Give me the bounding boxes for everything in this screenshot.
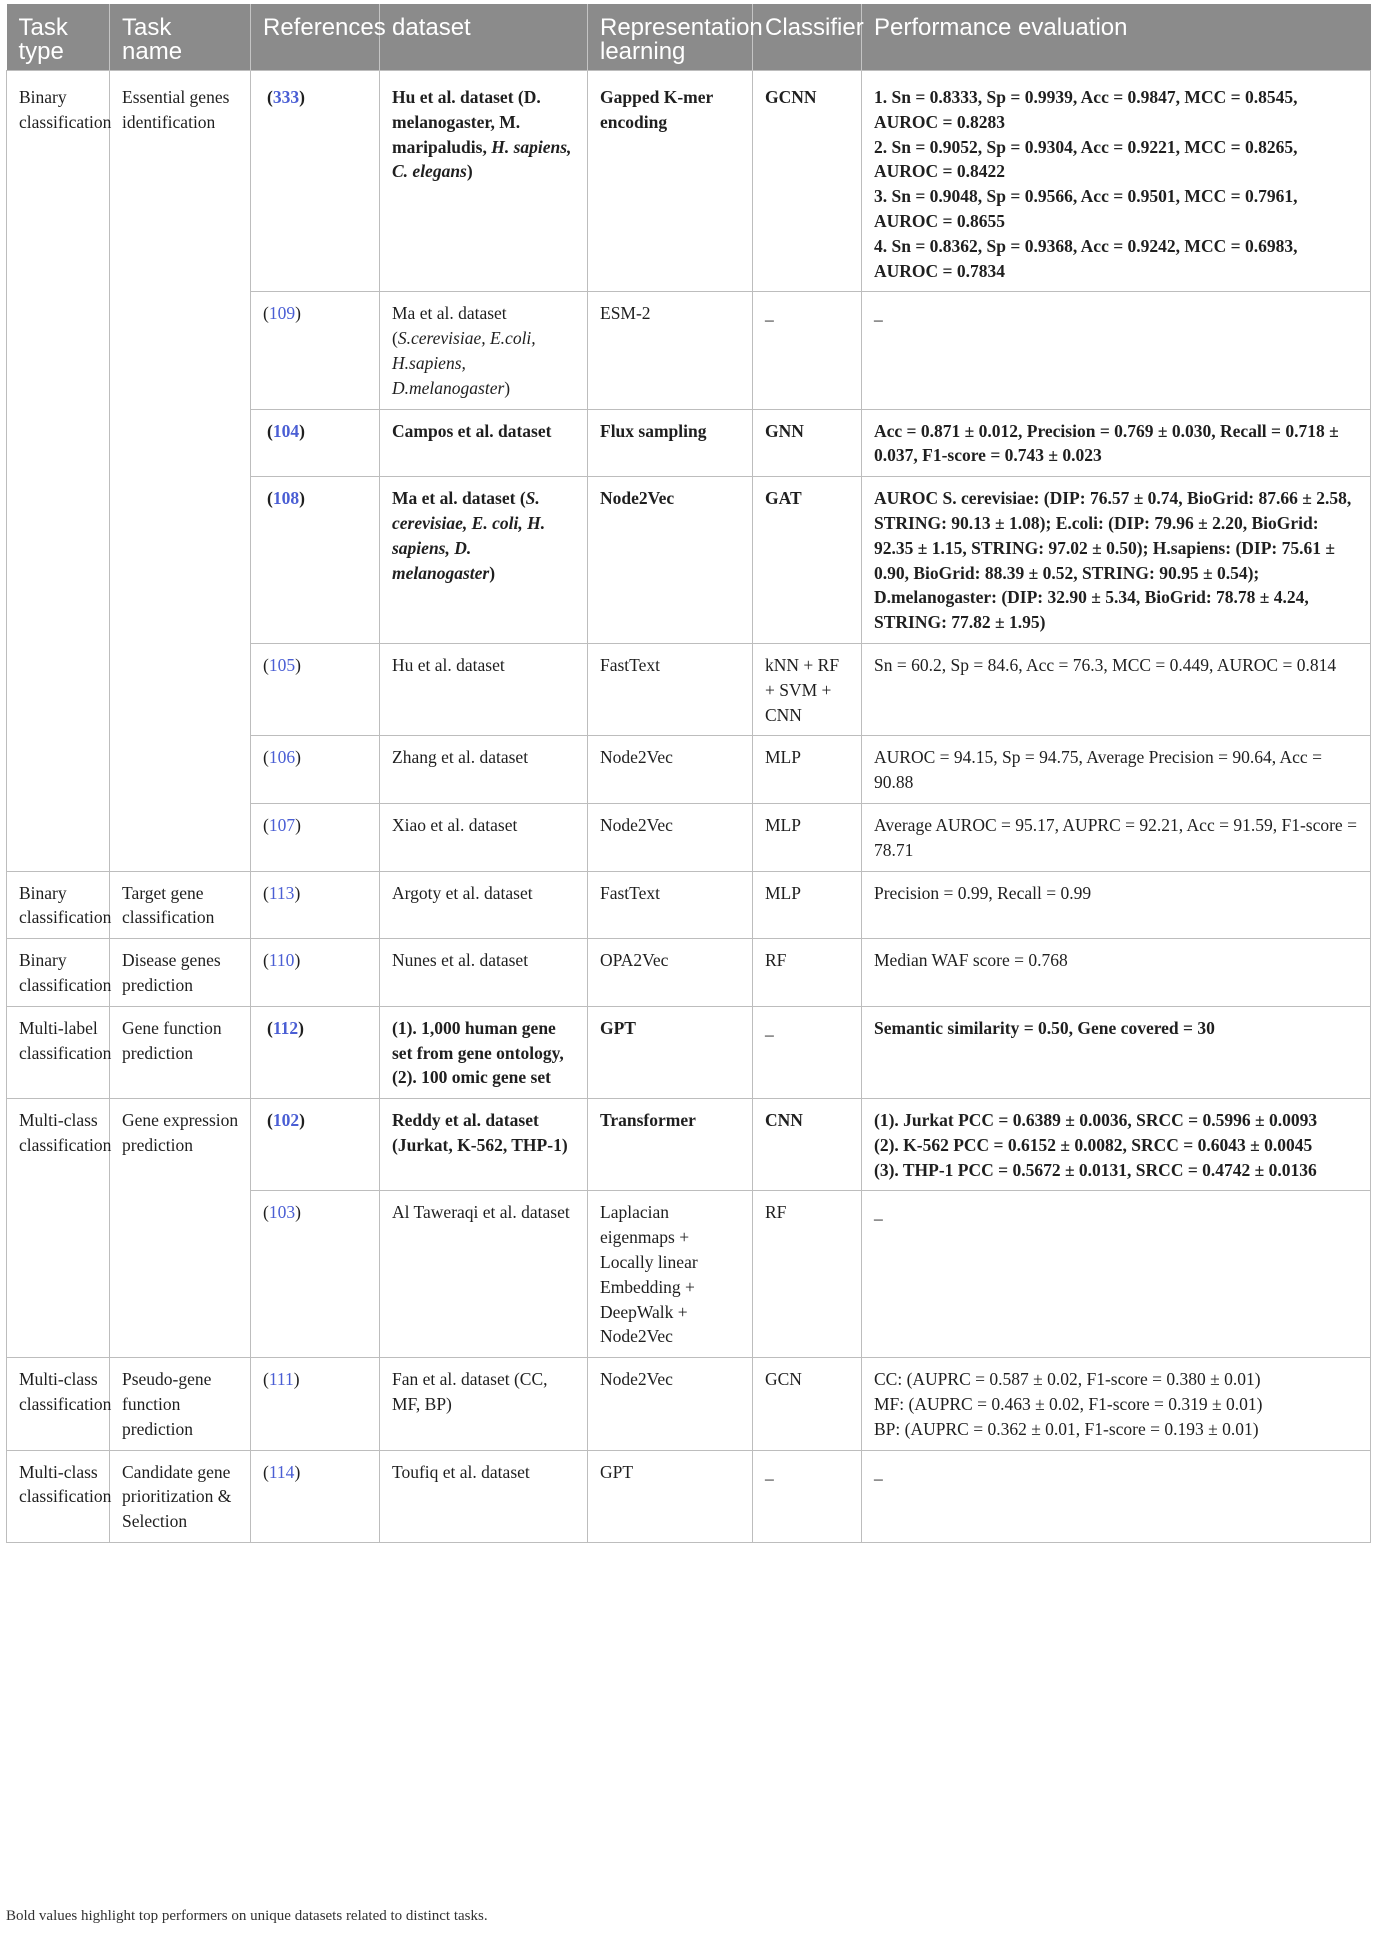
performance-cell: (1). Jurkat PCC = 0.6389 ± 0.0036, SRCC = 0.5996 ± 0.0093 (2). K-562 PCC = 0.6152 ± 0.0082, SRCC = 0.6043 ± 0.0045 (3). THP-1 PCC = 0.5672 ± 0.0131, SRCC = 0.4742 ± 0.0136	[862, 1099, 1371, 1191]
reference-cell: (112)	[251, 1006, 380, 1098]
dataset-cell: (1). 1,000 human gene set from gene ontology, (2). 100 omic gene set	[380, 1006, 588, 1098]
performance-cell: AUROC S. cerevisiae: (DIP: 76.57 ± 0.74, BioGrid: 87.66 ± 2.58, STRING: 90.13 ± 1.08); E.coli: (DIP: 79.96 ± 2.20, BioGrid: 92.35 ± 1.15, STRING: 97.02 ± 0.50); H.sapiens: (DIP: 75.61 ± 0.90, BioGrid: 88.39 ± 0.52, STRING: 90.95 ± 0.54); D.melanogaster: (DIP: 32.90 ± 5.34, BioGrid: 78.78 ± 4.24, STRING: 77.82 ± 1.95)	[862, 477, 1371, 644]
classifier-cell: CNN	[753, 1099, 862, 1191]
reference-link[interactable]: 104	[272, 420, 300, 441]
reference-link[interactable]: 113	[268, 882, 295, 903]
reference-cell: (107)	[251, 803, 380, 871]
classifier-cell: _	[753, 1450, 862, 1542]
reference-link[interactable]: 109	[268, 303, 296, 324]
performance-cell: AUROC = 94.15, Sp = 94.75, Average Precision = 90.64, Acc = 90.88	[862, 736, 1371, 804]
classifier-cell: RF	[753, 939, 862, 1007]
performance-cell: Sn = 60.2, Sp = 84.6, Acc = 76.3, MCC = 0.449, AUROC = 0.814	[862, 643, 1371, 735]
representation-cell: FastText	[588, 643, 753, 735]
dataset-cell: Nunes et al. dataset	[380, 939, 588, 1007]
classifier-cell: kNN + RF + SVM + CNN	[753, 643, 862, 735]
reference-cell: (111)	[251, 1358, 380, 1450]
dataset-cell: Al Taweraqi et al. dataset	[380, 1191, 588, 1358]
reference-cell: (113)	[251, 871, 380, 939]
representation-cell: Node2Vec	[588, 1358, 753, 1450]
header-row	[7, 4, 1371, 71]
representation-cell: Flux sampling	[588, 409, 753, 477]
table-row	[7, 1099, 1371, 1191]
header-performance-evaluation: Performance evaluation	[862, 4, 1371, 71]
performance-cell: Precision = 0.99, Recall = 0.99	[862, 871, 1371, 939]
performance-cell: Average AUROC = 95.17, AUPRC = 92.21, Acc = 91.59, F1-score = 78.71	[862, 803, 1371, 871]
reference-cell: (114)	[251, 1450, 380, 1542]
table-row	[7, 939, 1371, 1007]
performance-cell: 1. Sn = 0.8333, Sp = 0.9939, Acc = 0.9847, MCC = 0.8545, AUROC = 0.8283 2. Sn = 0.9052, Sp = 0.9304, Acc = 0.9221, MCC = 0.8265, AUROC = 0.8422 3. Sn = 0.9048, Sp = 0.9566, Acc = 0.9501, MCC = 0.7961, AUROC = 0.8655 4. Sn = 0.8362, Sp = 0.9368, Acc = 0.9242, MCC = 0.6983, AUROC = 0.7834	[862, 71, 1371, 292]
task-name-cell: Candidate gene prioritization & Selection	[110, 1450, 251, 1542]
header-dataset: dataset	[380, 4, 588, 71]
task-name-cell: Pseudo-gene function prediction	[110, 1358, 251, 1450]
reference-link[interactable]: 114	[268, 1461, 295, 1482]
reference-link[interactable]: 108	[272, 488, 300, 509]
representation-cell: Transformer	[588, 1099, 753, 1191]
dataset-cell: Zhang et al. dataset	[380, 736, 588, 804]
reference-link[interactable]: 103	[268, 1202, 296, 1223]
classifier-cell: _	[753, 1006, 862, 1098]
performance-cell: Semantic similarity = 0.50, Gene covered = 30	[862, 1006, 1371, 1098]
dataset-cell: Fan et al. dataset (CC, MF, BP)	[380, 1358, 588, 1450]
classifier-cell: MLP	[753, 736, 862, 804]
table-row	[7, 871, 1371, 939]
reference-link[interactable]: 102	[272, 1110, 300, 1131]
representation-cell: ESM-2	[588, 292, 753, 409]
reference-cell: (110)	[251, 939, 380, 1007]
representation-cell: Gapped K-mer encoding	[588, 71, 753, 292]
table-row	[7, 1006, 1371, 1098]
representation-cell: Laplacian eigenmaps + Locally linear Embedding + DeepWalk + Node2Vec	[588, 1191, 753, 1358]
classifier-cell: MLP	[753, 803, 862, 871]
classifier-cell: GCN	[753, 1358, 862, 1450]
representation-cell: GPT	[588, 1450, 753, 1542]
reference-cell: (104)	[251, 409, 380, 477]
dataset-cell: Ma et al. dataset (S.cerevisiae, E.coli, H.sapiens, D.melanogaster)	[380, 292, 588, 409]
reference-cell: (109)	[251, 292, 380, 409]
task-type-cell: Multi-class classification	[7, 1358, 110, 1450]
header-references: References	[251, 4, 380, 71]
results-table	[6, 4, 1371, 1543]
representation-cell: Node2Vec	[588, 736, 753, 804]
dataset-cell: Hu et al. dataset (D. melanogaster, M. maripaludis, H. sapiens, C. elegans)	[380, 71, 588, 292]
dataset-cell: Xiao et al. dataset	[380, 803, 588, 871]
classifier-cell: GCNN	[753, 71, 862, 292]
representation-cell: Node2Vec	[588, 803, 753, 871]
header-representation-learning: Representation learning	[588, 4, 753, 71]
classifier-cell: _	[753, 292, 862, 409]
task-name-cell: Disease genes prediction	[110, 939, 251, 1007]
task-name-cell: Essential genes identification	[110, 71, 251, 872]
performance-cell: Acc = 0.871 ± 0.012, Precision = 0.769 ± 0.030, Recall = 0.718 ± 0.037, F1-score = 0.743 ± 0.023	[862, 409, 1371, 477]
dataset-cell: Reddy et al. dataset (Jurkat, K-562, THP-1)	[380, 1099, 588, 1191]
dataset-cell: Ma et al. dataset (S. cerevisiae, E. coli, H. sapiens, D. melanogaster)	[380, 477, 588, 644]
table-row	[7, 71, 1371, 292]
header-classifier: Classifier	[753, 4, 862, 71]
dataset-cell: Campos et al. dataset	[380, 409, 588, 477]
reference-link[interactable]: 105	[268, 654, 296, 675]
task-type-cell: Multi-label classification	[7, 1006, 110, 1098]
reference-cell: (105)	[251, 643, 380, 735]
task-type-cell: Binary classification	[7, 71, 110, 872]
representation-cell: GPT	[588, 1006, 753, 1098]
dataset-cell: Hu et al. dataset	[380, 643, 588, 735]
classifier-cell: GAT	[753, 477, 862, 644]
header-task-name: Task name	[110, 4, 251, 71]
classifier-cell: GNN	[753, 409, 862, 477]
performance-cell: _	[862, 1191, 1371, 1358]
representation-cell: Node2Vec	[588, 477, 753, 644]
table-row	[7, 1450, 1371, 1542]
reference-cell: (103)	[251, 1191, 380, 1358]
reference-cell: (333)	[251, 71, 380, 292]
reference-cell: (108)	[251, 477, 380, 644]
reference-link[interactable]: 333	[272, 87, 300, 107]
task-name-cell: Gene function prediction	[110, 1006, 251, 1098]
representation-cell: FastText	[588, 871, 753, 939]
task-name-cell: Gene expression prediction	[110, 1099, 251, 1358]
reference-link[interactable]: 112	[272, 1017, 299, 1038]
task-type-cell: Multi-class classification	[7, 1450, 110, 1542]
classifier-cell: MLP	[753, 871, 862, 939]
reference-link[interactable]: 106	[268, 747, 296, 768]
reference-link[interactable]: 110	[268, 950, 295, 971]
representation-cell: OPA2Vec	[588, 939, 753, 1007]
table-row	[7, 1358, 1371, 1450]
reference-cell: (102)	[251, 1099, 380, 1191]
header-task-type: Task type	[7, 4, 110, 71]
table-container	[6, 4, 1370, 1543]
performance-cell: Median WAF score = 0.768	[862, 939, 1371, 1007]
reference-link[interactable]: 111	[268, 1369, 294, 1390]
task-type-cell: Binary classification	[7, 871, 110, 939]
task-type-cell: Binary classification	[7, 939, 110, 1007]
performance-cell: _	[862, 292, 1371, 409]
classifier-cell: RF	[753, 1191, 862, 1358]
reference-cell: (106)	[251, 736, 380, 804]
task-type-cell: Multi-class classification	[7, 1099, 110, 1358]
performance-cell: _	[862, 1450, 1371, 1542]
task-name-cell: Target gene classification	[110, 871, 251, 939]
performance-cell: CC: (AUPRC = 0.587 ± 0.02, F1-score = 0.380 ± 0.01) MF: (AUPRC = 0.463 ± 0.02, F1-score = 0.319 ± 0.01) BP: (AUPRC = 0.362 ± 0.01, F1-score = 0.193 ± 0.01)	[862, 1358, 1371, 1450]
dataset-cell: Toufiq et al. dataset	[380, 1450, 588, 1542]
reference-link[interactable]: 107	[268, 814, 296, 835]
dataset-cell: Argoty et al. dataset	[380, 871, 588, 939]
table-footnote: Bold values highlight top performers on unique datasets related to distinct tasks.	[6, 1908, 488, 1924]
